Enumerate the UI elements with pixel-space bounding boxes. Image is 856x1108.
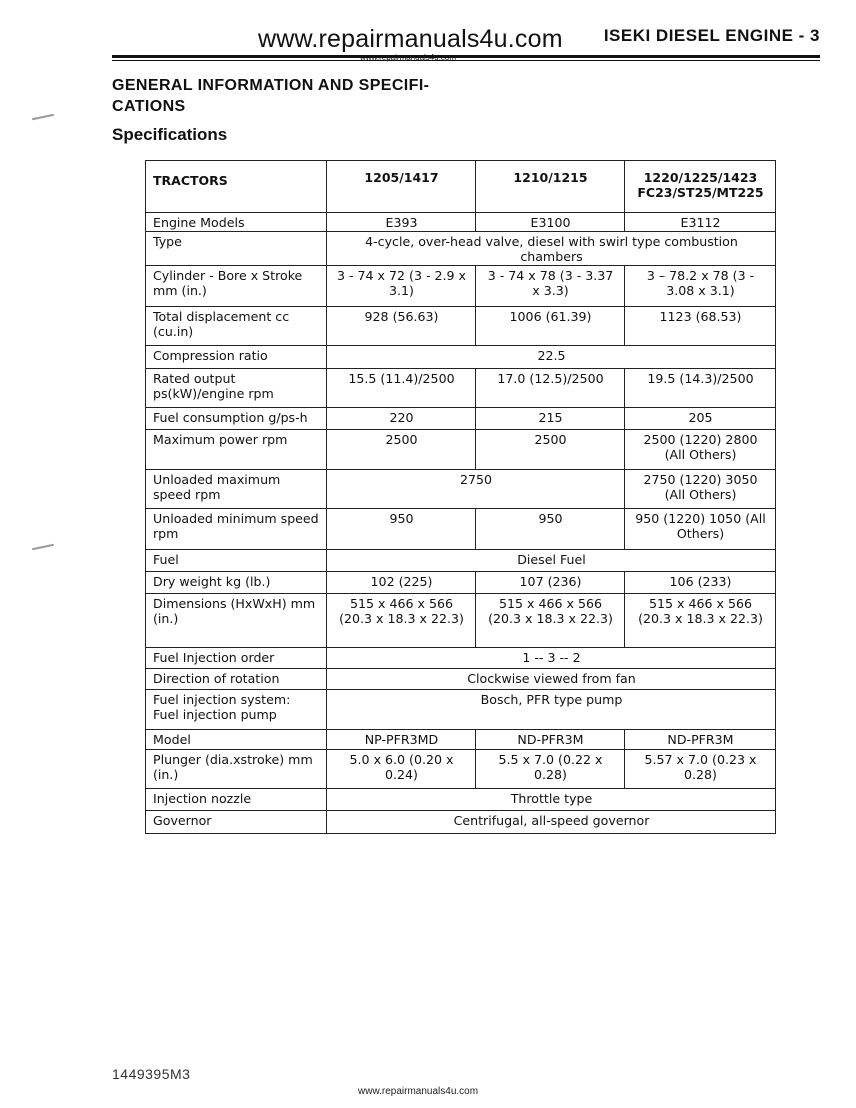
table-row	[146, 307, 776, 346]
running-head: ISEKI DIESEL ENGINE - 3	[603, 26, 820, 45]
table-row	[146, 470, 776, 509]
margin-mark	[32, 114, 54, 121]
table-row	[146, 509, 776, 550]
section-subtitle: Specifications	[112, 125, 228, 144]
row-value-cell: 2500	[327, 430, 476, 470]
row-value-cell: Throttle type	[327, 789, 776, 811]
row-value-cell: 3 – 78.2 x 78 (3 - 3.08 x 3.1)	[625, 266, 776, 307]
table-row	[146, 266, 776, 307]
row-label-cell: Plunger (dia.xstroke) mm (in.)	[146, 750, 327, 789]
row-value-cell: 515 x 466 x 566 (20.3 x 18.3 x 22.3)	[327, 594, 476, 648]
table-row	[146, 346, 776, 369]
table-row	[146, 213, 776, 232]
row-label-cell: Fuel consumption g/ps-h	[146, 408, 327, 430]
row-value-cell: Clockwise viewed from fan	[327, 669, 776, 690]
specifications-table	[145, 160, 776, 834]
header-rule	[112, 55, 820, 58]
table-row	[146, 811, 776, 834]
row-label-cell: Compression ratio	[146, 346, 327, 369]
row-value-cell: E3100	[476, 213, 625, 232]
row-value-cell: 515 x 466 x 566 (20.3 x 18.3 x 22.3)	[625, 594, 776, 648]
watermark-site-url: www.repairmanuals4u.com	[258, 25, 563, 53]
table-row	[146, 789, 776, 811]
row-value-cell: 3 - 74 x 72 (3 - 2.9 x 3.1)	[327, 266, 476, 307]
row-value-cell: 2500 (1220) 2800 (All Others)	[625, 430, 776, 470]
row-label-cell: Injection nozzle	[146, 789, 327, 811]
row-label-cell: Fuel	[146, 550, 327, 572]
row-label-cell: Maximum power rpm	[146, 430, 327, 470]
document-code: 1449395M3	[112, 1066, 191, 1082]
row-value-cell: 950	[476, 509, 625, 550]
row-label-cell: Total displacement cc (cu.in)	[146, 307, 327, 346]
row-value-cell: 1006 (61.39)	[476, 307, 625, 346]
margin-mark	[32, 544, 54, 551]
row-value-cell: 950 (1220) 1050 (All Others)	[625, 509, 776, 550]
row-value-cell: 2750	[327, 470, 625, 509]
row-value-cell: 5.5 x 7.0 (0.22 x 0.28)	[476, 750, 625, 789]
table-row	[146, 750, 776, 789]
row-value-cell: 220	[327, 408, 476, 430]
table-row	[146, 408, 776, 430]
row-label-cell: Dry weight kg (lb.)	[146, 572, 327, 594]
row-value-cell: E393	[327, 213, 476, 232]
header-cell-model-3: 1220/1225/1423 FC23/ST25/MT225	[625, 161, 776, 213]
row-value-cell: ND-PFR3M	[625, 730, 776, 750]
header-rule-thin	[112, 60, 820, 61]
row-value-cell: 19.5 (14.3)/2500	[625, 369, 776, 408]
row-value-cell: Diesel Fuel	[327, 550, 776, 572]
table-row	[146, 594, 776, 648]
row-value-cell: ND-PFR3M	[476, 730, 625, 750]
header-cell-tractors: TRACTORS	[146, 161, 327, 213]
header-cell-model-1: 1205/1417	[327, 161, 476, 213]
table-row	[146, 690, 776, 730]
row-value-cell: 15.5 (11.4)/2500	[327, 369, 476, 408]
row-label-cell: Rated output ps(kW)/engine rpm	[146, 369, 327, 408]
row-label-cell: Engine Models	[146, 213, 327, 232]
section-title: GENERAL INFORMATION AND SPECIFI- CATIONS	[112, 77, 430, 115]
row-value-cell: 205	[625, 408, 776, 430]
row-value-cell: 5.0 x 6.0 (0.20 x 0.24)	[327, 750, 476, 789]
footer-site-url: www.repairmanuals4u.com	[358, 1086, 479, 1097]
row-label-cell: Model	[146, 730, 327, 750]
table-header-row	[146, 161, 776, 213]
table-row	[146, 369, 776, 408]
table-row	[146, 669, 776, 690]
table-row	[146, 572, 776, 594]
row-value-cell: 928 (56.63)	[327, 307, 476, 346]
table-row	[146, 232, 776, 266]
row-value-cell: 950	[327, 509, 476, 550]
row-value-cell: 1 -- 3 -- 2	[327, 648, 776, 669]
row-value-cell: Bosch, PFR type pump	[327, 690, 776, 730]
row-value-cell: 215	[476, 408, 625, 430]
row-value-cell: 102 (225)	[327, 572, 476, 594]
row-label-cell: Fuel injection system: Fuel injection pump	[146, 690, 327, 730]
row-label-cell: Governor	[146, 811, 327, 834]
row-value-cell: NP-PFR3MD	[327, 730, 476, 750]
row-label-cell: Type	[146, 232, 327, 266]
row-value-cell: 4-cycle, over-head valve, diesel with swirl type combustion chambers	[327, 232, 776, 266]
table-row	[146, 648, 776, 669]
row-value-cell: 2750 (1220) 3050 (All Others)	[625, 470, 776, 509]
table-row	[146, 430, 776, 470]
row-label-cell: Unloaded minimum speed rpm	[146, 509, 327, 550]
row-value-cell: 22.5	[327, 346, 776, 369]
row-value-cell: Centrifugal, all-speed governor	[327, 811, 776, 834]
row-label-cell: Unloaded maximum speed rpm	[146, 470, 327, 509]
row-label-cell: Cylinder - Bore x Stroke mm (in.)	[146, 266, 327, 307]
row-value-cell: 1123 (68.53)	[625, 307, 776, 346]
row-value-cell: 3 - 74 x 78 (3 - 3.37 x 3.3)	[476, 266, 625, 307]
row-value-cell: E3112	[625, 213, 776, 232]
row-value-cell: 515 x 466 x 566 (20.3 x 18.3 x 22.3)	[476, 594, 625, 648]
row-value-cell: 106 (233)	[625, 572, 776, 594]
row-value-cell: 17.0 (12.5)/2500	[476, 369, 625, 408]
row-value-cell: 2500	[476, 430, 625, 470]
row-value-cell: 107 (236)	[476, 572, 625, 594]
row-label-cell: Fuel Injection order	[146, 648, 327, 669]
row-value-cell: 5.57 x 7.0 (0.23 x 0.28)	[625, 750, 776, 789]
row-label-cell: Dimensions (HxWxH) mm (in.)	[146, 594, 327, 648]
table-row	[146, 730, 776, 750]
row-label-cell: Direction of rotation	[146, 669, 327, 690]
header-cell-model-2: 1210/1215	[476, 161, 625, 213]
table-row	[146, 550, 776, 572]
